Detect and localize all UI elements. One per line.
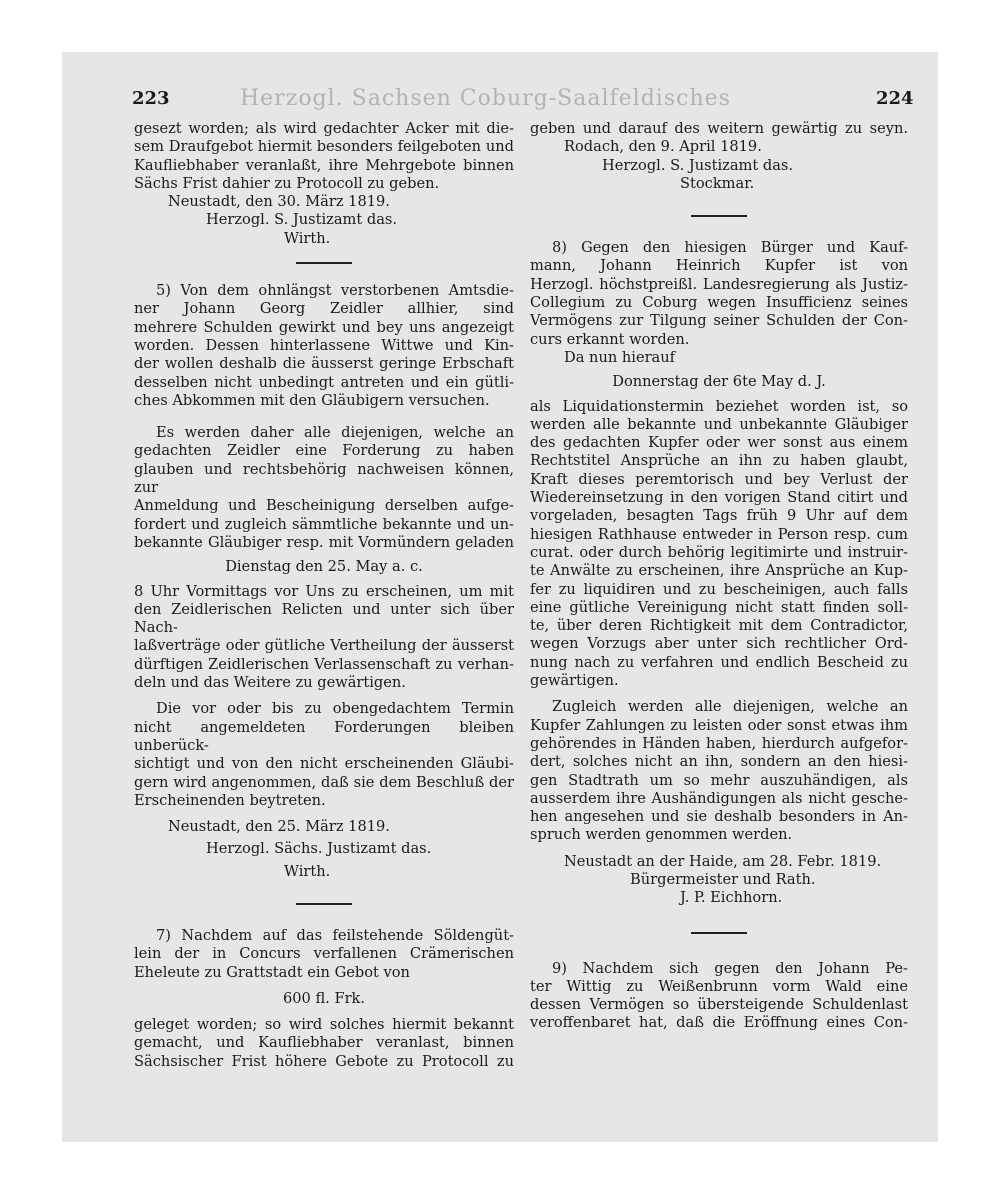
text-line: veroffenbaret hat, daß die Eröffnung eines Con- <box>530 1014 908 1032</box>
text-line: ausserdem ihre Aushändigungen als nicht gesche- <box>530 789 908 807</box>
text-line: Die vor oder bis zu obengedachtem Termin <box>156 700 514 718</box>
text-line: hiesigen Rathhause entweder in Person resp. cum <box>530 525 908 543</box>
text-line: 9) Nachdem sich gegen den Johann Pe- <box>552 959 908 977</box>
text-line: dürftigen Zeidlerischen Verlassenschaft zu verhan- <box>134 655 514 673</box>
notice-9 <box>530 960 908 1033</box>
text-line: Vermögens zur Tilgung seiner Schulden der Con- <box>530 312 908 330</box>
place-date: Neustadt, den 25. März 1819. <box>168 818 390 836</box>
page-number-right: 224 <box>876 88 914 109</box>
text-line: Da nun hierauf <box>564 348 676 366</box>
text-line: geleget worden; so wird solches hiermit bekannt <box>134 1016 514 1034</box>
text-line: spruch werden genommen werden. <box>530 826 793 844</box>
text-line: dessen Vermögen so übersteigende Schuldenlast <box>530 996 908 1014</box>
text-line: ter Wittig zu Weißenbrunn vorm Wald eine <box>530 977 908 995</box>
text-line: Erscheinenden beytreten. <box>134 791 326 809</box>
bleed-through-header: Herzogl. Sachsen Coburg-Saalfeldisches <box>240 86 731 111</box>
text-line: Wiedereinsetzung in den vorigen Stand citirt und <box>530 489 908 507</box>
text-line: Zugleich werden alle diejenigen, welche an <box>552 698 908 716</box>
text-line: als Liquidationstermin beziehet worden ist, so <box>530 397 908 415</box>
text-line: 5) Von dem ohnlängst verstorbenen Amtsdie- <box>156 282 514 300</box>
notice-8 <box>530 239 908 907</box>
text-line: ches Abkommen mit den Gläubigern versuchen. <box>134 391 490 409</box>
signature: Wirth. <box>284 862 331 880</box>
text-line: gemacht, und Kaufliebhaber veranlast, binnen <box>134 1034 514 1052</box>
signature: J. P. Eichhorn. <box>680 889 783 907</box>
text-line: 8) Gegen den hiesigen Bürger und Kauf- <box>552 239 908 257</box>
text-line: den Zeidlerischen Relicten und unter sich über Nach- <box>134 600 514 637</box>
text-line: nicht angemeldeten Forderungen bleiben unberück- <box>134 718 514 754</box>
left-notice-continuation <box>134 120 514 248</box>
text-line: curat. oder durch behörig legitimirte und instruir- <box>530 543 908 561</box>
text-line: Kaufliebhaber veranlaßt, ihre Mehrgebote binnen <box>134 156 514 174</box>
text-line: sem Draufgebot hiermit besonders feilgeboten und <box>134 138 514 156</box>
section-divider <box>296 903 352 905</box>
text-line: curs erkannt worden. <box>530 330 690 348</box>
text-line: laßverträge oder gütliche Vertheilung der äusserst <box>134 637 514 655</box>
text-line: Kupfer Zahlungen zu leisten oder sonst etwas ihm <box>530 716 908 734</box>
text-line: hen angesehen und sie deshalb besonders in An- <box>530 808 908 826</box>
text-line: sichtigt und von den nicht erscheinenden Gläubi- <box>134 755 514 773</box>
authority-line: Herzogl. Sächs. Justizamt das. <box>206 840 432 858</box>
section-divider <box>691 215 747 217</box>
text-line: gehörendes in Händen haben, hierdurch aufgefor- <box>530 734 908 752</box>
text-line: gern wird angenommen, daß sie dem Beschluß der <box>134 773 514 791</box>
text-line: Es werden daher alle diejenigen, welche an <box>156 424 514 442</box>
authority-line: Bürgermeister und Rath. <box>630 870 816 888</box>
notice-5 <box>134 282 514 881</box>
text-line: Rechtstitel Ansprüche an ihn zu haben glaubt, <box>530 452 908 470</box>
text-line: gedachten Zeidler eine Forderung zu haben <box>134 442 514 460</box>
text-line: gen Stadtrath um so mehr auszuhändigen, als <box>530 771 908 789</box>
term-date: Donnerstag der 6te May d. J. <box>612 373 826 391</box>
text-line: werden alle bekannte und unbekannte Gläubiger <box>530 415 908 433</box>
text-line: der wollen deshalb die äusserst geringe Erbschaft <box>134 355 514 373</box>
text-line: Anmeldung und Bescheinigung derselben aufge- <box>134 497 514 515</box>
text-line: geben und darauf des weitern gewärtig zu seyn. <box>530 120 908 137</box>
section-divider <box>691 932 747 934</box>
text-line: desselben nicht unbedingt antreten und ein gütli- <box>134 373 514 391</box>
term-date: Dienstag den 25. May a. c. <box>225 558 423 576</box>
text-line: Eheleute zu Grattstadt ein Gebot von <box>134 963 410 981</box>
text-line: Sächsischer Frist höhere Gebote zu Protocoll zu <box>134 1052 514 1070</box>
place-date: Neustadt, den 30. März 1819. <box>168 193 390 211</box>
text-line: fer zu liquidiren und zu bescheinigen, auch falls <box>530 580 908 598</box>
text-line: te, über deren Richtigkeit mit dem Contradictor, <box>530 617 908 635</box>
text-line: worden. Dessen hinterlassene Wittwe und Kin- <box>134 336 514 354</box>
text-line: des gedachten Kupfer oder wer sonst aus einem <box>530 434 908 452</box>
page-number-left: 223 <box>132 88 170 109</box>
text-line: wegen Vorzugs aber unter sich rechtlicher Ord- <box>530 635 908 653</box>
text-line: ner Johann Georg Zeidler allhier, sind <box>134 300 514 318</box>
text-line: Herzogl. höchstpreißl. Landesregierung als Justiz- <box>530 275 908 293</box>
text-line: 7) Nachdem auf das feilstehende Söldengüt- <box>156 926 514 944</box>
text-line: gewärtigen. <box>530 672 619 690</box>
place-date: Rodach, den 9. April 1819. <box>564 138 762 156</box>
place-date: Neustadt an der Haide, am 28. Febr. 1819. <box>564 852 882 870</box>
right-notice-continuation <box>530 120 908 193</box>
text-line: Sächs Frist dahier zu Protocoll zu geben. <box>134 174 440 192</box>
authority-line: Herzogl. S. Justizamt das. <box>602 156 794 174</box>
text-line: glauben und rechtsbehörig nachweisen können, zur <box>134 460 514 497</box>
text-line: dert, solches nicht an ihn, sondern an den hiesi- <box>530 753 908 771</box>
authority-line: Herzogl. S. Justizamt das. <box>206 211 398 229</box>
text-line: eine gütliche Vereinigung nicht statt finden soll- <box>530 598 908 616</box>
section-divider <box>296 262 352 264</box>
signature: Wirth. <box>284 229 331 247</box>
text-line: mann, Johann Heinrich Kupfer ist von <box>530 257 908 275</box>
signature: Stockmar. <box>680 174 755 192</box>
text-line: nung nach zu verfahren und endlich Bescheid zu <box>530 653 908 671</box>
text-line: deln und das Weitere zu gewärtigen. <box>134 674 406 692</box>
text-line: gesezt worden; als wird gedachter Acker mit die- <box>134 120 514 137</box>
text-line: lein der in Concurs verfallenen Crämerischen <box>134 945 514 963</box>
text-line: 8 Uhr Vormittags vor Uns zu erscheinen, um mit <box>134 582 514 600</box>
notice-7 <box>134 927 514 1071</box>
text-line: bekannte Gläubiger resp. mit Vormündern geladen <box>134 533 514 551</box>
bid-amount: 600 fl. Frk. <box>282 989 366 1007</box>
text-line: Collegium zu Coburg wegen Insufficienz seines <box>530 294 908 312</box>
text-line: Kraft dieses peremtorisch und bey Verlust der <box>530 470 908 488</box>
right-column <box>530 120 908 1033</box>
left-column <box>134 120 514 1071</box>
text-line: te Anwälte zu erscheinen, ihre Ansprüche an Kup- <box>530 562 908 580</box>
text-line: fordert und zugleich sämmtliche bekannte und un- <box>134 515 514 533</box>
text-line: mehrere Schulden gewirkt und bey uns angezeigt <box>134 318 514 336</box>
text-line: vorgeladen, besagten Tags früh 9 Uhr auf dem <box>530 507 908 525</box>
